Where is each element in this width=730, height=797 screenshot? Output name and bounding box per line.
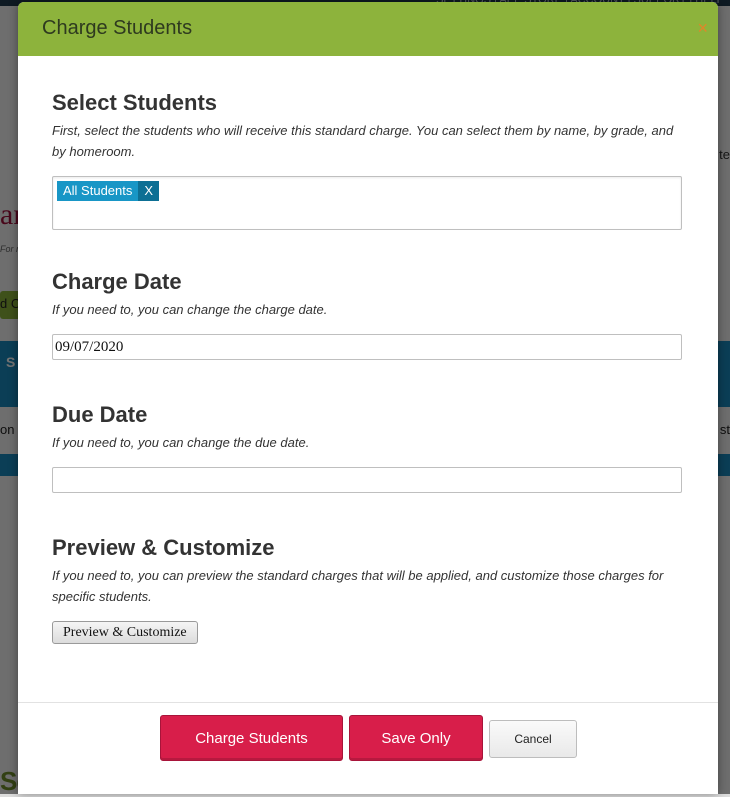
select-students-heading: Select Students [52,90,218,115]
charge-date-heading: Charge Date [52,269,182,294]
preview-heading: Preview & Customize [52,535,275,560]
selected-tag-all-students [57,181,159,201]
due-date-description: If you need to, you can change the due date. [52,435,310,450]
footer-divider [18,702,718,703]
charge-date-description: If you need to, you can change the charge date. [52,302,328,317]
preview-customize-section [52,535,682,607]
preview-description: If you need to, you can preview the standard charges that will be applied, and customize those charges for specific students. [52,568,664,604]
preview-customize-button[interactable]: Preview & Customize [52,621,198,644]
charge-students-button[interactable]: Charge Students [160,715,343,761]
due-date-heading: Due Date [52,402,148,427]
students-selector[interactable] [52,176,682,230]
remove-tag-icon[interactable]: X [138,181,159,201]
select-students-section [52,90,682,162]
select-students-description: First, select the students who will receive this standard charge. You can select them by name, by grade, and by homeroom. [52,123,674,159]
due-date-input[interactable] [52,467,682,493]
charge-date-input[interactable] [52,334,682,360]
dialog-title: Charge Students [42,17,193,39]
close-icon[interactable]: × [697,18,708,38]
save-only-button[interactable]: Save Only [349,715,483,761]
tag-label: All Students [57,181,138,201]
charge-date-section [52,269,682,320]
cancel-button[interactable]: Cancel [489,720,577,758]
due-date-section [52,402,682,453]
charge-students-dialog [18,2,718,794]
dialog-header [18,2,718,56]
